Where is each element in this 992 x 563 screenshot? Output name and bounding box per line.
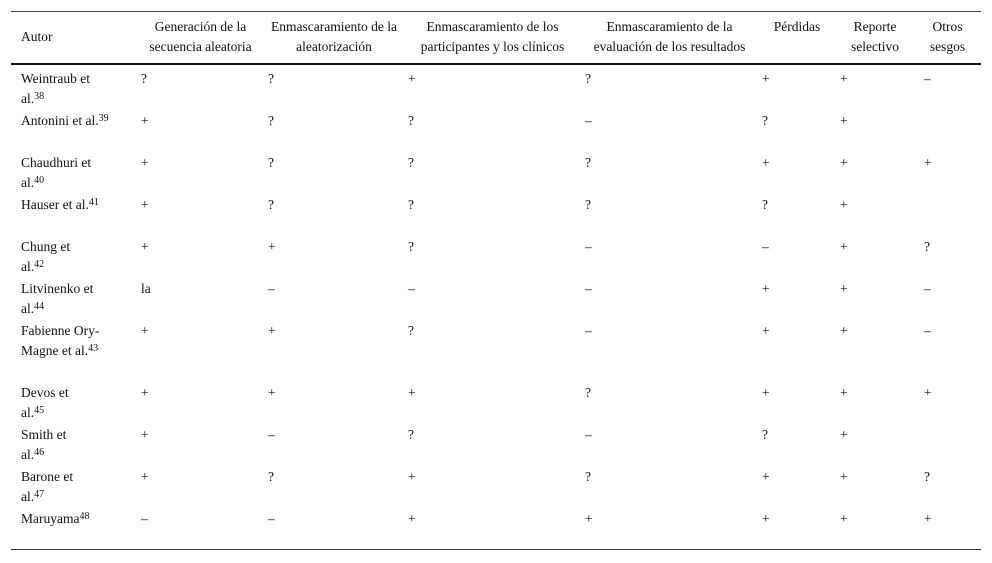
cell-assessment: +	[141, 385, 149, 400]
autor-name: Chung et al.	[21, 239, 71, 274]
table-body	[11, 64, 981, 549]
header-perdidas: Pérdidas	[773, 19, 821, 34]
autor-name: Fabienne Ory-Magne et al.	[21, 323, 100, 358]
cell-autor	[11, 381, 137, 423]
cell-assessment: ?	[408, 155, 414, 170]
cell-assessment: –	[585, 323, 592, 338]
header-enmascaramiento-evaluacion: Enmascaramiento de la evaluación de los resultados	[593, 19, 746, 54]
autor-name: Hauser et al.	[21, 197, 89, 212]
cell-assessment: –	[408, 281, 415, 296]
cell-assessment: +	[840, 239, 848, 254]
cell-autor	[11, 235, 137, 277]
cell-assessment: +	[840, 113, 848, 128]
cell-assessment: ?	[408, 113, 414, 128]
cell-assessment: +	[141, 197, 149, 212]
header-enmascaramiento-aleatorizacion: Enmascaramiento de la aleatorización	[271, 19, 397, 54]
reference-number: 42	[34, 259, 45, 270]
table-row	[11, 319, 981, 381]
reference-number: 44	[34, 301, 45, 312]
autor-name: Litvinenko et al.	[21, 281, 94, 316]
cell-assessment: –	[585, 239, 592, 254]
cell-assessment	[914, 109, 981, 151]
cell-assessment: ?	[585, 469, 591, 484]
cell-assessment: –	[585, 113, 592, 128]
cell-assessment: +	[762, 71, 770, 86]
reference-number: 39	[98, 113, 109, 124]
cell-assessment: ?	[268, 71, 274, 86]
table-row	[11, 277, 981, 319]
reference-number: 43	[88, 343, 99, 354]
risk-of-bias-table	[11, 11, 981, 550]
autor-name-wrap	[21, 153, 113, 193]
table-row	[11, 109, 981, 151]
autor-name: Maruyama	[21, 511, 80, 526]
header-autor: Autor	[21, 29, 53, 44]
autor-name-wrap	[21, 509, 89, 529]
reference-number: 45	[34, 405, 45, 416]
cell-assessment: +	[840, 469, 848, 484]
cell-assessment: ?	[141, 71, 147, 86]
cell-assessment: –	[141, 511, 148, 526]
reference-number: 47	[34, 489, 45, 500]
cell-assessment: +	[762, 155, 770, 170]
cell-assessment: +	[762, 469, 770, 484]
table-header	[11, 12, 981, 65]
cell-assessment: +	[840, 427, 848, 442]
cell-assessment: +	[840, 71, 848, 86]
cell-assessment: +	[408, 385, 416, 400]
cell-assessment: +	[762, 323, 770, 338]
cell-autor	[11, 277, 137, 319]
cell-assessment: ?	[268, 469, 274, 484]
cell-assessment: ?	[585, 197, 591, 212]
autor-name-wrap	[21, 279, 113, 319]
table-row	[11, 64, 981, 109]
cell-assessment: +	[408, 511, 416, 526]
header-enmascaramiento-participantes: Enmascaramiento de los participantes y los clínicos	[420, 19, 565, 54]
cell-assessment: +	[924, 385, 932, 400]
autor-name-wrap	[21, 195, 99, 215]
cell-autor	[11, 507, 137, 549]
header-reporte-selectivo: Reporte selectivo	[851, 19, 899, 54]
header-otros-sesgos: Otros sesgos	[929, 19, 966, 54]
cell-assessment: +	[840, 197, 848, 212]
cell-autor	[11, 193, 137, 235]
cell-autor	[11, 423, 137, 465]
table-row	[11, 235, 981, 277]
cell-assessment: ?	[924, 469, 930, 484]
cell-assessment: +	[840, 281, 848, 296]
table-row	[11, 423, 981, 465]
autor-name: Weintraub et al.	[21, 71, 91, 106]
cell-assessment: ?	[408, 323, 414, 338]
autor-name-wrap	[21, 321, 113, 361]
table-row	[11, 507, 981, 549]
cell-assessment: +	[762, 385, 770, 400]
cell-assessment: +	[141, 427, 149, 442]
cell-assessment: +	[268, 323, 276, 338]
cell-assessment: ?	[268, 197, 274, 212]
cell-assessment: ?	[585, 71, 591, 86]
cell-assessment: ?	[408, 197, 414, 212]
autor-name: Smith et al.	[21, 427, 67, 462]
cell-assessment: ?	[268, 155, 274, 170]
table-row	[11, 151, 981, 193]
cell-assessment: –	[762, 239, 769, 254]
table-row	[11, 381, 981, 423]
autor-name-wrap	[21, 383, 81, 423]
cell-assessment: –	[924, 71, 931, 86]
cell-assessment	[914, 193, 981, 235]
cell-assessment: +	[408, 71, 416, 86]
cell-assessment: +	[762, 281, 770, 296]
autor-name: Devos et al.	[21, 385, 69, 420]
cell-assessment: –	[268, 427, 275, 442]
table-row	[11, 465, 981, 507]
cell-assessment: +	[840, 385, 848, 400]
autor-name-wrap	[21, 69, 113, 109]
cell-autor	[11, 64, 137, 109]
cell-assessment: la	[141, 281, 151, 296]
cell-assessment: +	[585, 511, 593, 526]
cell-assessment: +	[141, 323, 149, 338]
reference-number: 40	[34, 175, 45, 186]
cell-autor	[11, 109, 137, 151]
cell-assessment: ?	[762, 113, 768, 128]
cell-autor	[11, 465, 137, 507]
cell-assessment: +	[924, 155, 932, 170]
autor-name: Chaudhuri et al.	[21, 155, 92, 190]
cell-assessment: ?	[762, 427, 768, 442]
cell-assessment: +	[840, 155, 848, 170]
cell-assessment: +	[141, 239, 149, 254]
cell-assessment: –	[924, 281, 931, 296]
cell-assessment: +	[840, 323, 848, 338]
autor-name: Barone et al.	[21, 469, 74, 504]
cell-autor	[11, 319, 137, 381]
cell-assessment: +	[141, 469, 149, 484]
cell-assessment: ?	[762, 197, 768, 212]
header-generacion-secuencia: Generación de la secuencia aleatoria	[149, 19, 252, 54]
cell-assessment: –	[924, 323, 931, 338]
cell-autor	[11, 151, 137, 193]
reference-number: 41	[88, 197, 99, 208]
cell-assessment: +	[141, 155, 149, 170]
cell-assessment: ?	[585, 155, 591, 170]
cell-assessment: –	[585, 427, 592, 442]
cell-assessment: +	[408, 469, 416, 484]
cell-assessment: +	[762, 511, 770, 526]
cell-assessment: –	[268, 281, 275, 296]
reference-number: 46	[34, 447, 45, 458]
autor-name-wrap	[21, 111, 109, 131]
cell-assessment: +	[268, 385, 276, 400]
autor-name-wrap	[21, 237, 91, 277]
autor-name-wrap	[21, 425, 81, 465]
cell-assessment: ?	[408, 427, 414, 442]
cell-assessment: ?	[924, 239, 930, 254]
autor-name-wrap	[21, 467, 91, 507]
autor-name: Antonini et al.	[21, 113, 99, 128]
cell-assessment: +	[840, 511, 848, 526]
cell-assessment	[914, 423, 981, 465]
cell-assessment: +	[924, 511, 932, 526]
table-row	[11, 193, 981, 235]
reference-number: 38	[34, 91, 45, 102]
cell-assessment: ?	[268, 113, 274, 128]
cell-assessment: ?	[585, 385, 591, 400]
cell-assessment: ?	[408, 239, 414, 254]
reference-number: 48	[79, 511, 90, 522]
cell-assessment: –	[268, 511, 275, 526]
cell-assessment: +	[268, 239, 276, 254]
cell-assessment: –	[585, 281, 592, 296]
cell-assessment: +	[141, 113, 149, 128]
